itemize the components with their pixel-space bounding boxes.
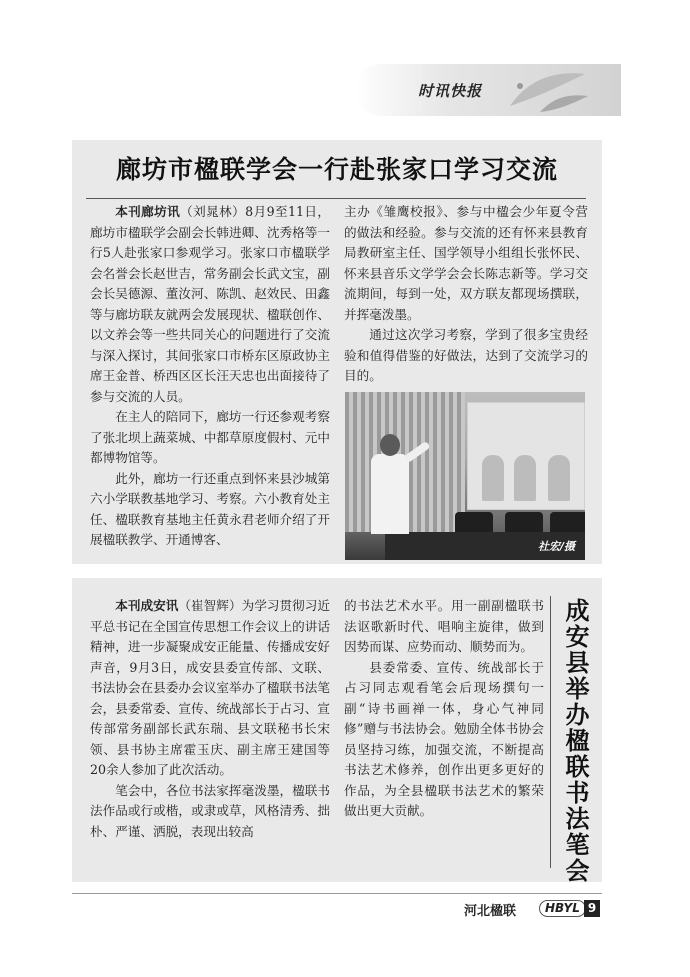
footer-journal-abbr: HBYL: [539, 900, 586, 917]
article-1-paragraph: 主办《雏鹰校报》、参与中楹会少年夏令营的做法和经验。参与交流的还有怀来县教育局教研室主任、国学领导小组组长张怀民、怀来县音乐文学学会会长陈志新等。学习交流期间，每到一处，双方联友都现场撰联，并挥毫泼墨。: [344, 204, 588, 322]
article-1-paragraph: 通过这次学习考察，学到了很多宝贵经验和值得借鉴的好做法，达到了交流学习的目的。: [344, 327, 588, 383]
article-1-paragraph: 此外，廊坊一行还重点到怀来县沙城第六小学联教基地学习、考察。六小教育处主任、楹联教育基地主任黄永君老师介绍了开展楹联教学、开通博客、: [90, 470, 330, 547]
article-2-paragraph: 的书法艺术水平。用一副副楹联书法讴歌新时代、唱响主旋律，做到因势而谋、应势而动、顺势而为。: [344, 598, 544, 654]
screen-figure: [482, 455, 504, 501]
screen-figure: [548, 455, 570, 501]
article-1-lead: 本刊廊坊讯: [115, 204, 181, 219]
article-1-paragraph: 在主人的陪同下，廊坊一行还参观考察了张北坝上蔬菜城、中都草原度假村、元中都博物馆等。: [90, 409, 330, 465]
article-2-column-2: [344, 596, 544, 822]
article-1-title: 廊坊市楹联学会一行赴张家口学习交流: [115, 155, 558, 184]
projection-screen: [467, 402, 585, 510]
article-1-column-1: [90, 202, 330, 551]
speaker-body: [371, 454, 409, 534]
article-1-byline: （刘晁林）: [180, 204, 246, 219]
article-2-paragraph: 笔会中，各位书法家挥毫泼墨，楹联书法作品或行或楷，或隶或草，风格清秀、拙朴、严谨、洒脱，表现出较高: [90, 782, 330, 839]
title-divider: [86, 198, 586, 199]
section-label: 时讯快报: [418, 82, 483, 100]
speaker-head: [380, 434, 400, 456]
footer-divider: [72, 893, 602, 894]
screen-figure: [514, 455, 536, 501]
article-2-title: 成安县举办楹联书法笔会: [561, 598, 589, 884]
event-photo: [345, 392, 585, 560]
article-1-paragraph: 本刊廊坊讯（刘晁林）8月9至11日，廊坊市楹联学会副会长韩进卿、沈秀格等一行5人赴张家口参观学习。张家口市楹联学会名誉会长赵世吉，常务副会长武文宝，副会长吴德源、董汝河、陈凯、赵效民、田鑫等与廊坊联友就两会发展现状、楹联创作、以文养会等一些共同关心的问题进行了交流与深入探讨，其间张家口市桥东区原政协主席王金普、桥西区区长汪天忠也出面接待了参与交流的人员。: [90, 204, 330, 404]
footer-journal-name: 河北楹联: [464, 904, 517, 919]
article-2-paragraph: 县委常委、宣传、统战部长于占习同志观看笔会后现场撰句一副“诗书画禅一体，身心气神同修”赠与书法协会。勉励全体书协会员坚持习练，加强交流，不断提高书法艺术修养，创作出更多更好的作品，为全县楹联书法艺术的繁荣做出更大贡献。: [344, 659, 544, 818]
article-2-paragraph: 本刊成安讯（崔智辉）为学习贯彻习近平总书记在全国宣传思想工作会议上的讲话精神，进一步凝聚成安正能量、传播成安好声音，9月3日，成安县委宣传部、文联、书法协会在县委办会议室举办了楹联书法笔会，县委常委、宣传、统战部长于占习、宣传部常务副部长武东瑞、县文联秘书长宋领、县书协主席霍玉庆、副主席王建国等20余人参加了此次活动。: [90, 598, 331, 777]
article-2-byline: （崔智辉）: [178, 598, 242, 613]
vertical-divider: [550, 596, 551, 868]
article-2-lead: 本刊成安讯: [115, 598, 179, 613]
article-1-column-2: [344, 202, 588, 387]
article-2-column-1: [90, 596, 330, 842]
photo-credit: 社宏/摄: [537, 540, 575, 553]
page-number: 9: [584, 900, 600, 917]
leaf-ornament-icon: [500, 66, 590, 116]
